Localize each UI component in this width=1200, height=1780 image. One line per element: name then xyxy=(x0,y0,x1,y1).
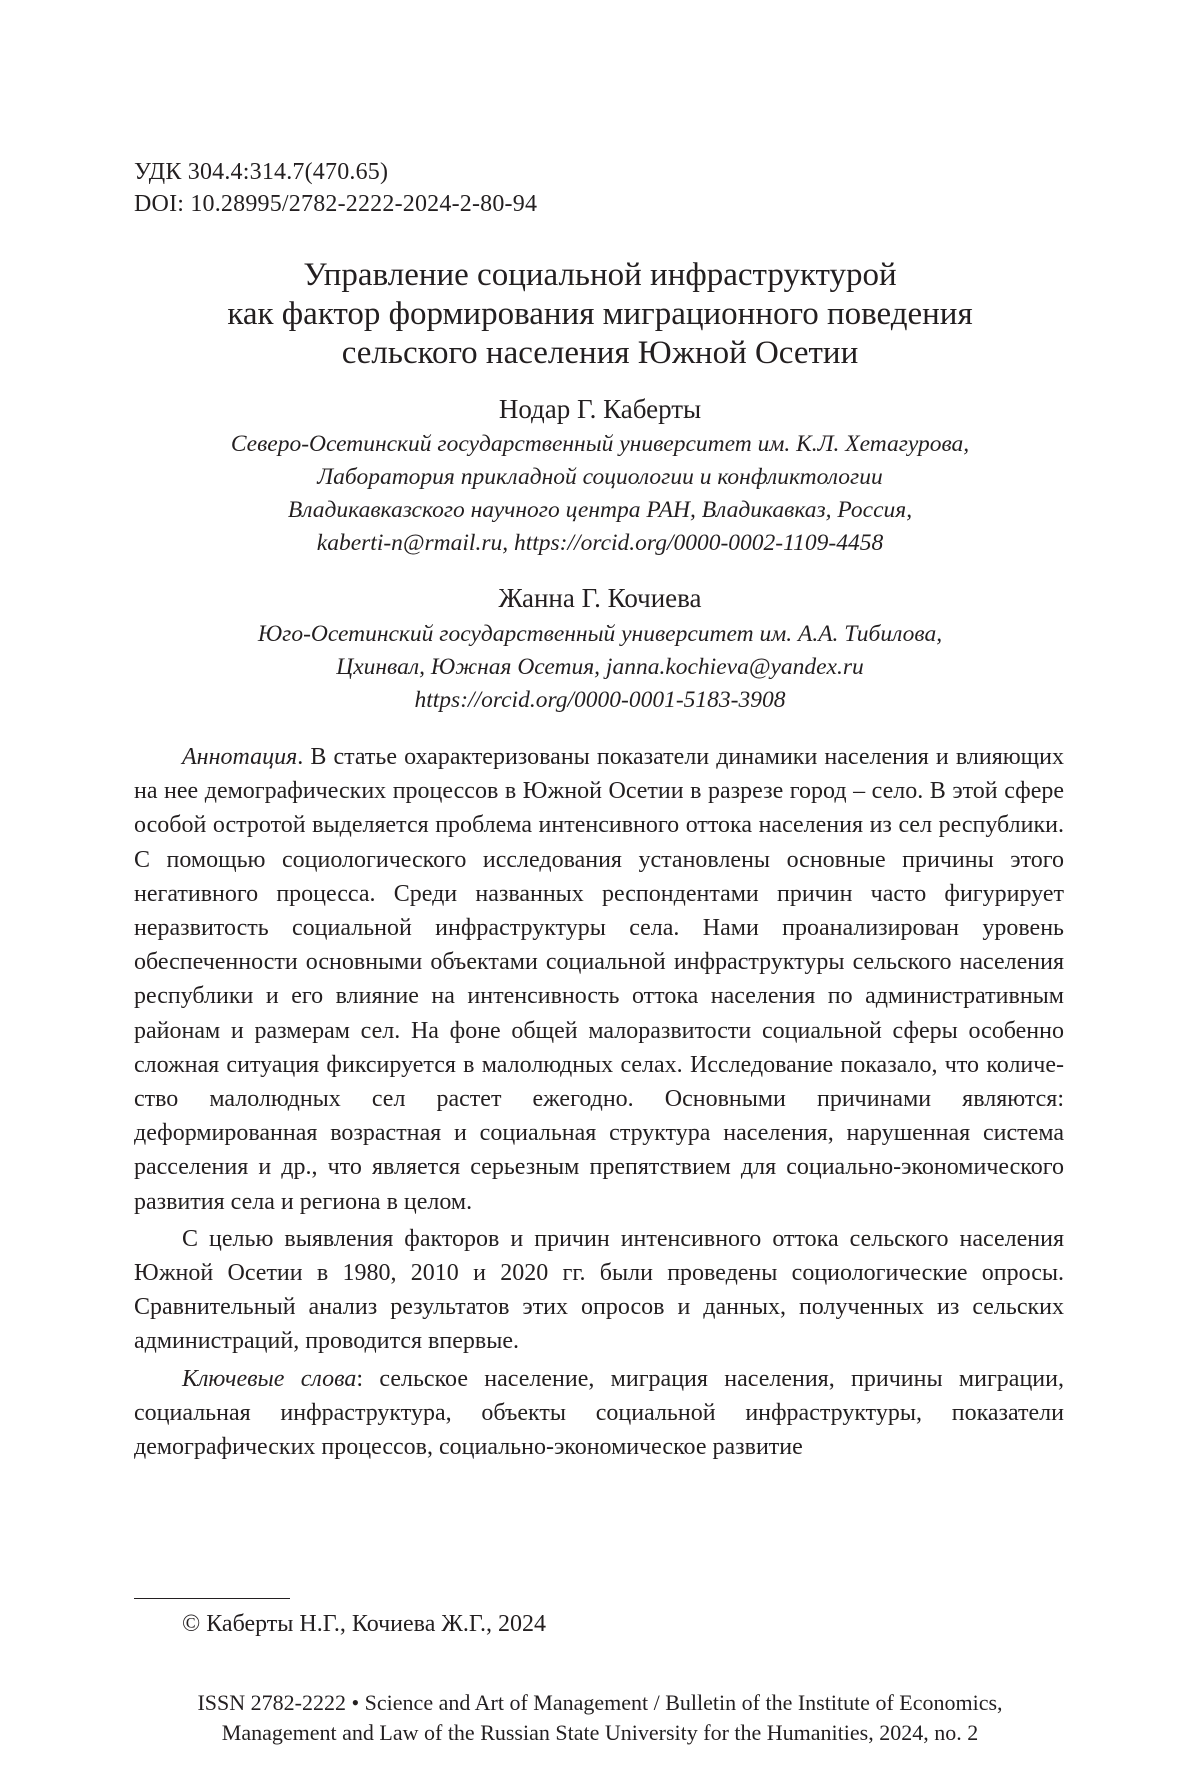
copyright-notice: © Каберты Н.Г., Кочиева Ж.Г., 2024 xyxy=(182,1611,547,1637)
article-title xyxy=(90,256,1110,373)
keywords-label: Ключевые слова xyxy=(182,1365,357,1392)
abstract-text: С целью выявления факторов и причин интенсивного оттока сельского населения Южной Осетии в 1980, 2010 и 2020 гг. были проведены социологические опросы. Сравнительный анализ результатов этих опросов и данных, полученных из сельских администраций, проводится впервые. xyxy=(134,1225,1064,1355)
doi-code: DOI: 10.28995/2782-2222-2024-2-80-94 xyxy=(134,191,538,217)
footer-line: ISSN 2782-2222 • Science and Art of Management / Bulletin of the Institute of Economics, xyxy=(197,1690,1003,1715)
affiliation-line: Лаборатория прикладной социологии и конфликтологии xyxy=(317,464,883,490)
abstract-label: Аннотация xyxy=(182,744,298,770)
author-affiliation-2 xyxy=(90,618,1110,717)
footnote-divider xyxy=(134,1598,290,1599)
abstract-section xyxy=(134,740,1064,1464)
abstract-paragraph xyxy=(134,1222,1064,1359)
title-line: сельского населения Южной Осетии xyxy=(341,335,859,371)
udk-code: УДК 304.4:314.7(470.65) xyxy=(134,159,389,185)
affiliation-line: Владикавказского научного центра РАН, Владикавказ, Россия, xyxy=(287,497,913,523)
affiliation-line: Цхинвал, Южная Осетия, janna.kochieva@yandex.ru xyxy=(336,654,864,680)
abstract-paragraph xyxy=(134,740,1064,1219)
affiliation-line: Юго-Осетинский государственный университет им. А.А. Тибилова, xyxy=(257,621,943,647)
abstract-text: . В статье охарактеризованы показатели динамики населения и влияющих на нее демографических процессов в Южной Осетии в разрезе город – село. В этой сфере особой остротой выделяется проблема интенсивного оттока населения из сел республики. С помощью социологического исследования установлены основные причины этого негативного процесса. Среди названных респондентами причин часто фигурирует неразвитость социальной инфраструктуры села. Нами проанализирован уровень обеспеченности основными объектами социальной инфраструктуры сельского населения республики и его влияние на интенсивность оттока населения по административным районам и размерам сел. На фоне общей малоразвитости социальной сферы особенно сложная ситуация фиксируется в малолюдных селах. Исследование показало, что количество малолюдных сел растет ежегодно. Основными причинами являются: деформированная возрастная и социальная структура населения, нарушенная система расселения и др., что является серьезным препятствием для социально-экономического развития села и региона в целом. xyxy=(134,744,1064,1215)
author-name-1: Нодар Г. Каберты xyxy=(498,394,702,424)
keywords-paragraph xyxy=(134,1362,1064,1465)
author-name-2: Жанна Г. Кочиева xyxy=(498,583,702,613)
affiliation-line: Северо-Осетинский государственный университет им. К.Л. Хетагурова, xyxy=(230,431,970,457)
affiliation-line: https://orcid.org/0000-0001-5183-3908 xyxy=(414,687,786,713)
title-line: Управление социальной инфраструктурой xyxy=(303,257,897,293)
article-meta xyxy=(134,156,537,220)
journal-footer xyxy=(90,1688,1110,1748)
keywords-text: : сельское население, миграция населения, причины миграции, социальная инфраструктура, объекты социальной инфраструктуры, показатели демографических процессов, социально-экономическое развитие xyxy=(134,1365,1064,1461)
title-line: как фактор формирования миграционного поведения xyxy=(227,296,973,332)
footer-line: Management and Law of the Russian State University for the Humanities, 2024, no. 2 xyxy=(221,1720,979,1745)
author-affiliation-1 xyxy=(90,428,1110,560)
affiliation-line: kaberti-n@rmail.ru, https://orcid.org/0000-0002-1109-4458 xyxy=(316,530,884,556)
